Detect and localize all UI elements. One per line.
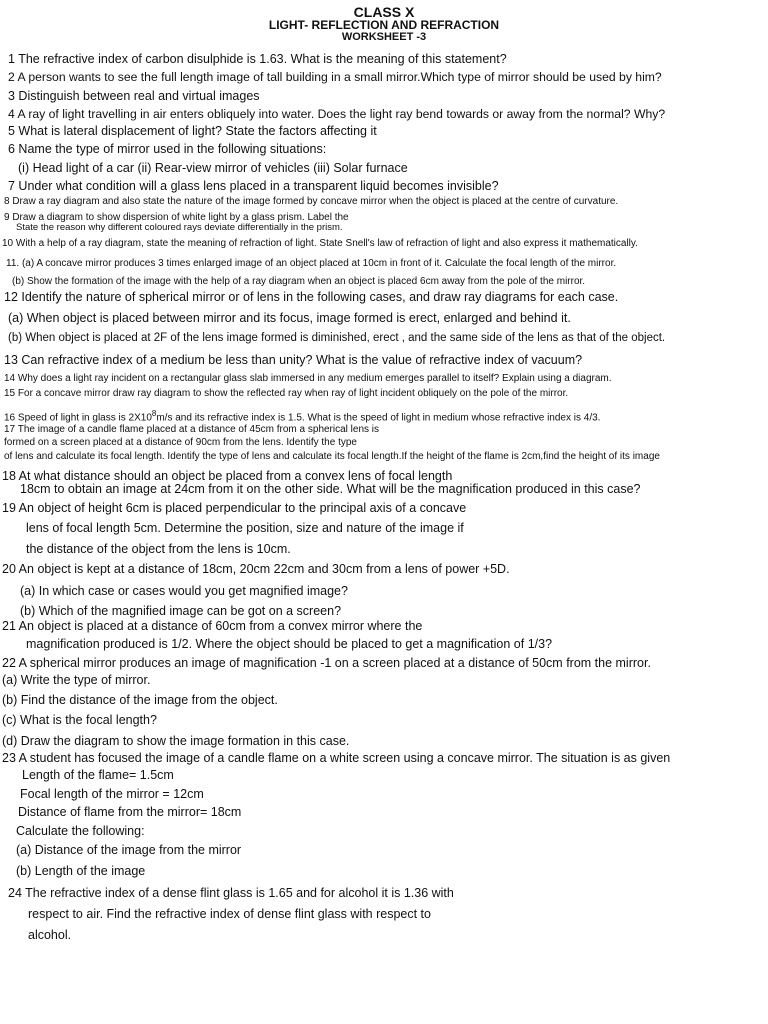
worksheet-heading: WORKSHEET -3 (341, 31, 427, 43)
question-21-part-2: magnification produced is 1/2. Where the object should be placed to get a magnification of 1/3? (26, 637, 553, 651)
question-23: 23 A student has focused the image of a candle flame on a white screen using a concave mirror. The situation is as given (2, 751, 671, 765)
question-4: 4 A ray of light travelling in air enters obliquely into water. Does the light ray bend towards or away from the normal? Why? (8, 107, 666, 121)
question-16-exponent: 8 (151, 409, 157, 418)
question-19-part-3: the distance of the object from the lens is 10cm. (26, 542, 291, 556)
question-24-part-3: alcohol. (28, 928, 72, 942)
question-3: 3 Distinguish between real and virtual images (8, 89, 260, 103)
question-9-part-2: State the reason why different coloured rays deviate differentially in the prism. (16, 222, 343, 233)
question-23-calculate: Calculate the following: (16, 824, 145, 838)
question-17-part-2: formed on a screen placed at a distance of 90cm from the lens. Identify the type (4, 437, 357, 448)
question-13: 13 Can refractive index of a medium be less than unity? What is the value of refractive index of vacuum? (4, 353, 583, 367)
question-22d: (d) Draw the diagram to show the image formation in this case. (2, 734, 350, 748)
question-16 (4, 406, 600, 425)
question-22b: (b) Find the distance of the image from the object. (2, 693, 278, 707)
question-15: 15 For a concave mirror draw ray diagram to show the reflected ray when ray of light incident obliquely on the pole of the mirror. (4, 388, 569, 399)
question-23-flame-length: Length of the flame= 1.5cm (22, 768, 174, 782)
question-20a: (a) In which case or cases would you get magnified image? (20, 584, 348, 598)
question-22: 22 A spherical mirror produces an image of magnification -1 on a screen placed at a distance of 50cm from the mirror. (2, 656, 651, 670)
question-19: 19 An object of height 6cm is placed perpendicular to the principal axis of a concave (2, 501, 467, 515)
question-14: 14 Why does a light ray incident on a rectangular glass slab immersed in any medium emerges parallel to itself? Explain using a diagram. (4, 373, 612, 384)
question-17-part-3: of lens and calculate its focal length. Identify the type of lens and calculate its focal length.If the height of the flame is 2cm,find the height of its image (4, 451, 660, 462)
question-21: 21 An object is placed at a distance of 60cm from a convex mirror where the (2, 619, 423, 633)
question-12b: (b) When object is placed at 2F of the lens image formed is diminished, erect , and the same side of the lens as that of the object. (8, 332, 666, 344)
question-23-focal-length: Focal length of the mirror = 12cm (20, 787, 204, 801)
question-10: 10 With a help of a ray diagram, state the meaning of refraction of light. State Snell's law of refraction of light and also express it mathematically. (2, 238, 638, 249)
question-9: 9 Draw a diagram to show dispersion of white light by a glass prism. Label the (4, 212, 349, 223)
question-20: 20 An object is kept at a distance of 18cm, 20cm 22cm and 30cm from a lens of power +5D. (2, 562, 510, 576)
question-24: 24 The refractive index of a dense flint glass is 1.65 and for alcohol it is 1.36 with (8, 886, 454, 900)
question-7: 7 Under what condition will a glass lens placed in a transparent liquid becomes invisible? (8, 179, 499, 193)
question-6-options: (i) Head light of a car (ii) Rear-view mirror of vehicles (iii) Solar furnace (18, 161, 408, 175)
question-18: 18 At what distance should an object be placed from a convex lens of focal length (2, 469, 453, 483)
question-8: 8 Draw a ray diagram and also state the nature of the image formed by concave mirror when the object is placed at the centre of curvature. (4, 196, 619, 207)
question-5: 5 What is lateral displacement of light? State the factors affecting it (8, 124, 377, 138)
question-19-part-2: lens of focal length 5cm. Determine the position, size and nature of the image if (26, 521, 464, 535)
question-1: 1 The refractive index of carbon disulphide is 1.63. What is the meaning of this statement? (8, 52, 507, 66)
question-17: 17 The image of a candle flame placed at a distance of 45cm from a spherical lens is (4, 424, 380, 435)
question-23b: (b) Length of the image (16, 864, 146, 878)
question-6: 6 Name the type of mirror used in the following situations: (8, 142, 327, 156)
question-12a: (a) When object is placed between mirror and its focus, image formed is erect, enlarged and behind it. (8, 311, 571, 325)
question-22a: (a) Write the type of mirror. (2, 673, 151, 687)
class-heading: CLASS X (353, 4, 415, 20)
question-24-part-2: respect to air. Find the refractive index of dense flint glass with respect to (28, 907, 431, 921)
question-11b: (b) Show the formation of the image with the help of a ray diagram when an object is placed 6cm away from the pole of the mirror. (12, 276, 586, 287)
question-20b: (b) Which of the magnified image can be got on a screen? (20, 604, 342, 618)
question-18-part-2: 18cm to obtain an image at 24cm from it on the other side. What will be the magnification produced in this case? (20, 482, 641, 496)
question-23a: (a) Distance of the image from the mirror (16, 843, 242, 857)
question-2: 2 A person wants to see the full length image of tall building in a small mirror.Which type of mirror should be used by him? (8, 70, 662, 84)
question-11a: 11. (a) A concave mirror produces 3 times enlarged image of an object placed at 10cm in front of it. Calculate the focal length of the mirror. (6, 258, 617, 269)
question-16-text-start: 16 Speed of light in glass is 2X10 (4, 412, 152, 424)
question-22c: (c) What is the focal length? (2, 713, 157, 727)
question-12: 12 Identify the nature of spherical mirror or of lens in the following cases, and draw ray diagrams for each case. (4, 290, 619, 304)
question-16-text-end: m/s and its refractive index is 1.5. What is the speed of light in medium whose refractive index is 4/3. (156, 412, 601, 424)
question-23-distance: Distance of flame from the mirror= 18cm (18, 805, 242, 819)
subject-heading: LIGHT- REFLECTION AND REFRACTION (268, 18, 500, 32)
